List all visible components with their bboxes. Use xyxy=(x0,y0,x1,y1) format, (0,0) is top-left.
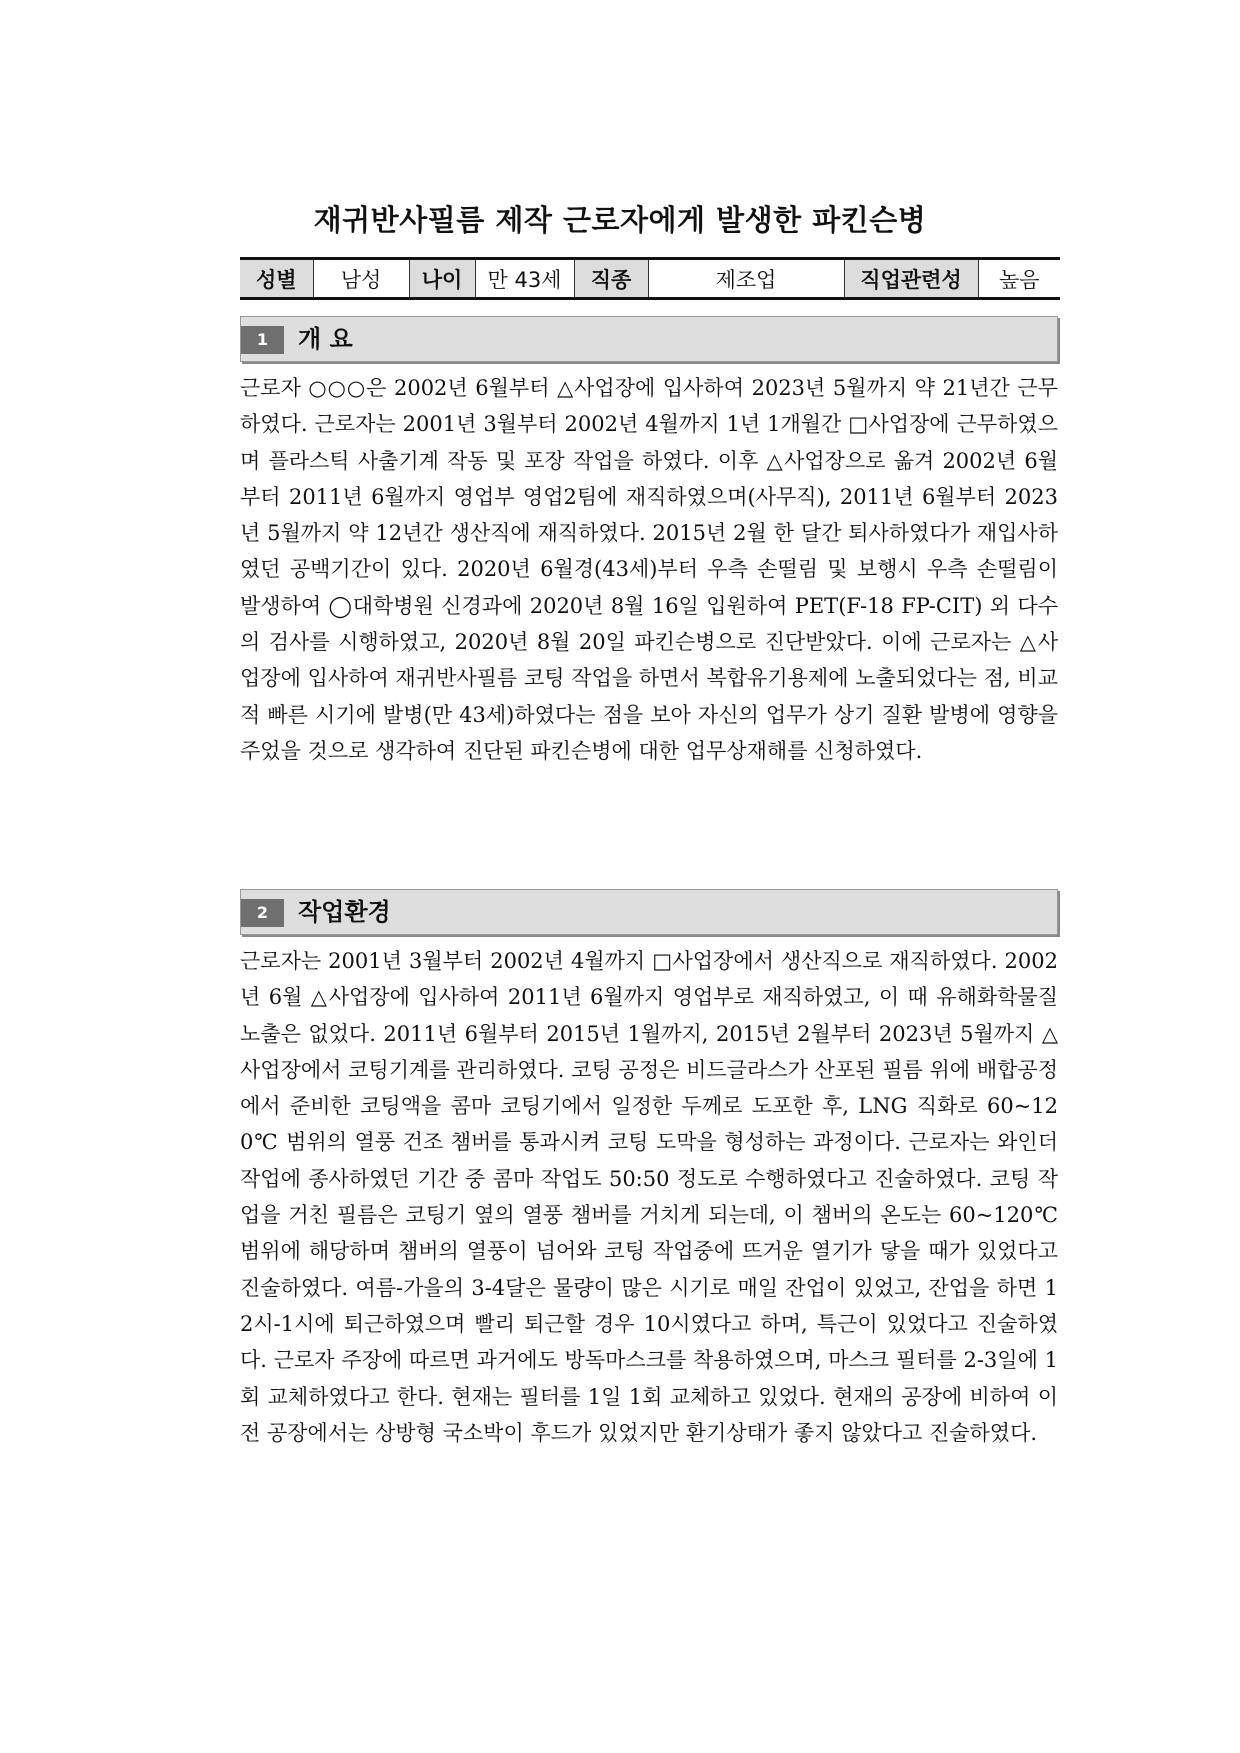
document-title: 재귀반사필름 제작 근로자에게 발생한 파킨슨병 xyxy=(313,203,927,237)
relevance-label: 직업관련성 xyxy=(844,259,978,299)
relevance-value: 높음 xyxy=(978,259,1060,299)
info-table xyxy=(240,257,1060,300)
job-value: 제조업 xyxy=(648,259,844,299)
section-number: 2 xyxy=(241,899,284,927)
gender-label: 성별 xyxy=(240,259,313,299)
gender-value: 남성 xyxy=(313,259,409,299)
overview-paragraph: 근로자 ○○○은 2002년 6월부터 △사업장에 입사하여 2023년 5월까지 약 21년간 근무하였다. 근로자는 2001년 3월부터 2002년 4월까지 1년 1개월간 □사업장에 근무하였으며 플라스틱 사출기계 작동 및 포장 작업을 하였다. 이후 △사업장으로 옮겨 2002년 6월부터 2011년 6월까지 영업부 영업2팀에 재직하였으며(사무직), 2011년 6월부터 2023년 5월까지 약 12년간 생산직에 재직하였다. 2015년 2월 한 달간 퇴사하였다가 재입사하였던 공백기간이 있다. 2020년 6월경(43세)부터 우측 손떨림 및 보행시 우측 손떨림이 발생하여 ◯대학병원 신경과에 2020년 8월 16일 입원하여 PET(F-18 FP-CIT) 외 다수의 검사를 시행하였고, 2020년 8월 20일 파킨슨병으로 진단받았다. 이에 근로자는 △사업장에 입사하여 재귀반사필름 코팅 작업을 하면서 복합유기용제에 노출되었다는 점, 비교적 빠른 시기에 발병(만 43세)하였다는 점을 보아 자신의 업무가 상기 질환 발병에 영향을 주었을 것으로 생각하여 진단된 파킨슨병에 대한 업무상재해를 신청하였다. xyxy=(240,376,1058,763)
work-environment-paragraph: 근로자는 2001년 3월부터 2002년 4월까지 □사업장에서 생산직으로 재직하였다. 2002년 6월 △사업장에 입사하여 2011년 6월까지 영업부로 재직하였고, 이 때 유해화학물질 노출은 없었다. 2011년 6월부터 2015년 1월까지, 2015년 2월부터 2023년 5월까지 △사업장에서 코팅기계를 관리하였다. 코팅 공정은 비드글라스가 산포된 필름 위에 배합공정에서 준비한 코팅액을 콤마 코팅기에서 일정한 두께로 도포한 후, LNG 직화로 60~120℃ 범위의 열풍 건조 챔버를 통과시켜 코팅 도막을 형성하는 과정이다. 근로자는 와인더 작업에 종사하였던 기간 중 콤마 작업도 50:50 정도로 수행하였다고 진술하였다. 코팅 작업을 거친 필름은 코팅기 옆의 열풍 챔버를 거치게 되는데, 이 챔버의 온도는 60~120℃ 범위에 해당하며 챔버의 열풍이 넘어와 코팅 작업중에 뜨거운 열기가 닿을 때가 있었다고 진술하였다. 여름-가을의 3-4달은 물량이 많은 시기로 매일 잔업이 있었고, 잔업을 하면 12시-1시에 퇴근하였으며 빨리 퇴근할 경우 10시였다고 하며, 특근이 있었다고 진술하였다. 근로자 주장에 따르면 과거에도 방독마스크를 착용하였으며, 마스크 필터를 2-3일에 1회 교체하였다고 한다. 현재는 필터를 1일 1회 교체하고 있었다. 현재의 공장에 비하여 이전 공장에서는 상방형 국소박이 후드가 있었지만 환기상태가 좋지 않았다고 진술하였다. xyxy=(240,949,1058,1445)
section-number: 1 xyxy=(241,326,284,354)
job-label: 직종 xyxy=(574,259,648,299)
age-label: 나이 xyxy=(409,259,475,299)
section-header-work-environment xyxy=(240,889,1058,935)
section-header-overview xyxy=(240,316,1058,362)
section-title: 작업환경 xyxy=(298,898,391,926)
section-title: 개 요 xyxy=(298,325,353,353)
age-value: 만 43세 xyxy=(475,259,574,299)
